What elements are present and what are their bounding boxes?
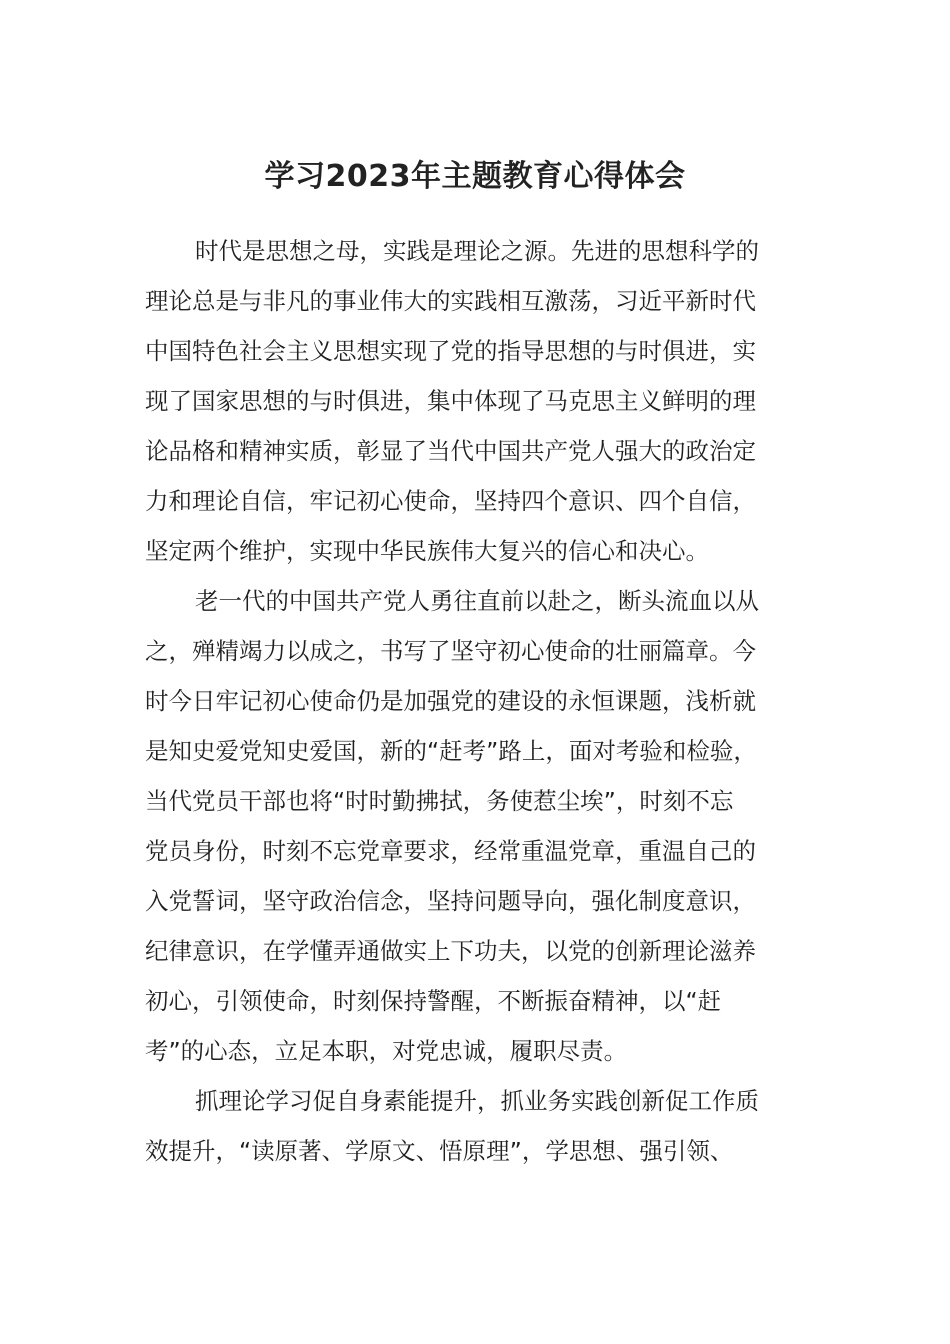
paragraph-line: 理论总是与非凡的事业伟大的实践相互激荡，习近平新时代 [145,287,756,315]
paragraph-line: 抓理论学习促自身素能提升，抓业务实践创新促工作质 [195,1087,759,1115]
paragraph-line: 时今日牢记初心使命仍是加强党的建设的永恒课题，浅析就 [145,687,756,715]
paragraph-line: 之，殚精竭力以成之，书写了坚守初心使命的壮丽篇章。今 [145,637,756,665]
paragraph-line: 中国特色社会主义思想实现了党的指导思想的与时俱进，实 [145,337,756,365]
paragraph-line: 入党誓词，坚守政治信念，坚持问题导向，强化制度意识， [145,887,756,915]
paragraph-line: 是知史爱党知史爱国，新的“赶考”路上，面对考验和检验， [145,737,757,765]
paragraph-line: 当代党员干部也将“时时勤拂拭，务使惹尘埃”，时刻不忘 [145,787,734,815]
paragraph-line: 现了国家思想的与时俱进，集中体现了马克思主义鲜明的理 [145,387,756,415]
document-body [145,226,815,1176]
paragraph-line: 坚定两个维护，实现中华民族伟大复兴的信心和决心。 [145,537,709,565]
paragraph-line: 力和理论自信，牢记初心使命，坚持四个意识、四个自信， [145,487,756,515]
document-title: 学习2023年主题教育心得体会 [264,159,686,194]
paragraph-line: 考”的心态，立足本职，对党忠诚，履职尽责。 [145,1037,628,1065]
paragraph-line: 纪律意识，在学懂弄通做实上下功夫，以党的创新理论滋养 [145,937,756,965]
paragraph-line: 效提升，“读原著、学原文、悟原理”，学思想、强引领、 [145,1137,734,1165]
paragraph-line: 初心，引领使命，时刻保持警醒，不断振奋精神，以“赶 [145,987,722,1015]
paragraph-line: 老一代的中国共产党人勇往直前以赴之，断头流血以从 [195,587,759,615]
paragraph-line: 时代是思想之母，实践是理论之源。先进的思想科学的 [195,237,759,265]
paragraph-line: 党员身份，时刻不忘党章要求，经常重温党章，重温自己的 [145,837,756,865]
paragraph-line: 论品格和精神实质，彰显了当代中国共产党人强大的政治定 [145,437,756,465]
